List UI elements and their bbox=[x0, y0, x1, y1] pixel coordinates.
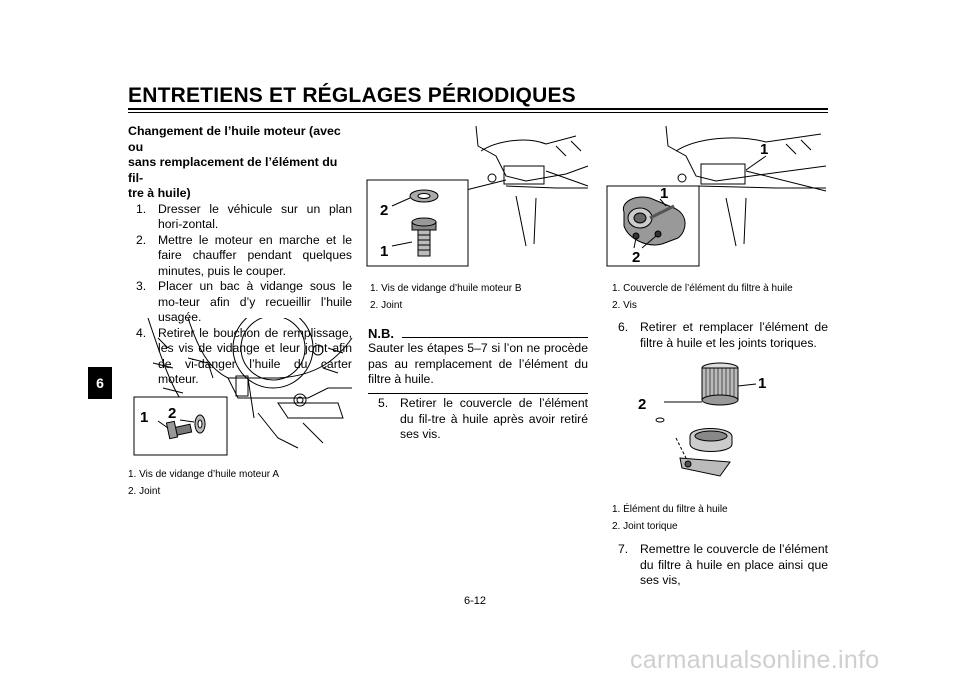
filter-element-illustration bbox=[620, 358, 780, 488]
step-text: Dresser le véhicule sur un plan hori-zontal. bbox=[158, 201, 352, 231]
step-number: 2. bbox=[136, 232, 147, 247]
page-number: 6-12 bbox=[464, 595, 487, 607]
section-heading bbox=[128, 124, 352, 202]
step-item bbox=[136, 233, 352, 280]
caption-line: 2. Joint bbox=[370, 300, 403, 311]
step-text: Placer un bac à vidange sous le mo-teur afin d’y recueillir l’huile usagée. bbox=[158, 279, 352, 324]
step-number: 1. bbox=[136, 201, 147, 216]
caption-line: 1. Vis de vidange d’huile moteur A bbox=[128, 469, 280, 480]
step-number: 6. bbox=[618, 320, 629, 334]
step-item bbox=[618, 320, 828, 351]
note-text: Sauter les étapes 5–7 si l’on ne procède pas au remplacement de l’élément du filtre à huile. bbox=[368, 341, 588, 386]
step-text: Remettre le couvercle de l’élément du filtre à huile en place ainsi que ses vis, bbox=[640, 542, 828, 587]
step-number: 5. bbox=[378, 396, 389, 410]
section-heading-line: tre à huile) bbox=[128, 186, 191, 200]
step-list-col2 bbox=[378, 396, 588, 443]
note-header bbox=[368, 326, 588, 341]
engine-drain-illustration-b bbox=[366, 126, 590, 270]
filter-cover-illustration bbox=[606, 126, 828, 270]
step-number: 7. bbox=[618, 542, 629, 556]
note-rule bbox=[402, 337, 588, 338]
callout-label: 1 bbox=[660, 185, 669, 202]
note-block bbox=[368, 326, 588, 394]
figure-caption-a bbox=[128, 466, 279, 500]
engine-drain-illustration-a bbox=[128, 318, 354, 458]
step-number: 4. bbox=[136, 325, 147, 340]
step-number: 3. bbox=[136, 279, 147, 293]
step-item bbox=[378, 396, 588, 443]
step-text: Mettre le moteur en marche et le faire chauffer pendant quelques minutes, puis le couper. bbox=[158, 232, 352, 278]
watermark: carmanualsonline.info bbox=[630, 646, 880, 674]
step-text: Retirer et remplacer l’élément de filtre à huile et les joints toriques. bbox=[640, 320, 828, 350]
callout-label: 1 bbox=[380, 243, 389, 260]
figure-caption-d bbox=[612, 501, 728, 535]
callout-label: 1 bbox=[140, 409, 149, 426]
step-text: Retirer le bouchon de remplissage, les vis de vidange et leur joint afin de vi-danger l’huile du carter moteur. bbox=[158, 325, 352, 386]
step-list-col3a bbox=[618, 320, 828, 351]
callout-label: 1 bbox=[760, 141, 769, 158]
caption-line: 2. Vis bbox=[612, 300, 637, 311]
caption-line: 2. Joint bbox=[128, 486, 161, 497]
section-heading-line: sans remplacement de l’élément du fil- bbox=[128, 155, 338, 185]
figure-caption-b bbox=[370, 280, 522, 314]
caption-line: 1. Élément du filtre à huile bbox=[612, 504, 728, 515]
step-item bbox=[618, 542, 828, 589]
callout-label: 1 bbox=[758, 375, 767, 392]
callout-label: 2 bbox=[632, 249, 641, 266]
chapter-tab: 6 bbox=[88, 367, 112, 399]
section-heading-line: Changement de l’huile moteur (avec ou bbox=[128, 124, 341, 154]
caption-line: 1. Vis de vidange d’huile moteur B bbox=[370, 283, 522, 294]
callout-label: 2 bbox=[380, 202, 389, 219]
caption-line: 2. Joint torique bbox=[612, 521, 678, 532]
callout-label: 2 bbox=[168, 405, 177, 422]
note-title: N.B. bbox=[368, 326, 394, 341]
page-title: ENTRETIENS ET RÉGLAGES PÉRIODIQUES bbox=[128, 84, 576, 107]
caption-line: 1. Couvercle de l’élément du filtre à huile bbox=[612, 283, 793, 294]
header-rule bbox=[128, 108, 828, 110]
step-text: Retirer le couvercle de l’élément du fil-tre à huile après avoir retiré ses vis. bbox=[400, 396, 588, 441]
header-rule-thin bbox=[128, 112, 828, 113]
callout-label: 2 bbox=[638, 396, 647, 413]
figure-caption-c bbox=[612, 280, 793, 314]
step-item bbox=[136, 202, 352, 233]
step-list-col3b bbox=[618, 542, 828, 589]
note-rule-bottom bbox=[368, 393, 588, 394]
